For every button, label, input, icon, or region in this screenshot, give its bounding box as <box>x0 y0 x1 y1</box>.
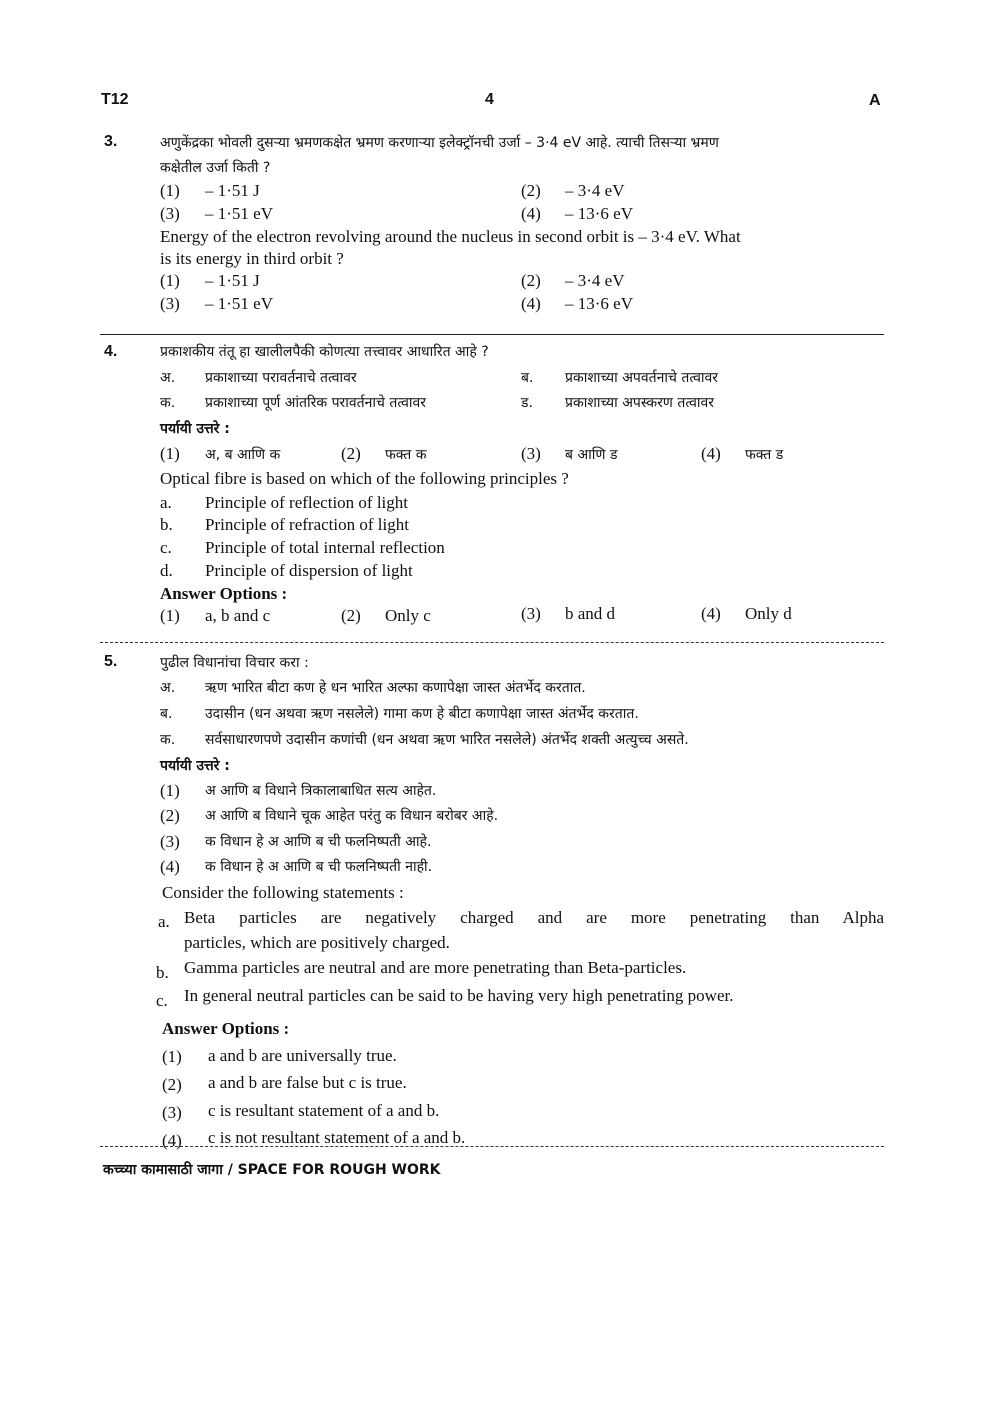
statement-label: ब. <box>160 706 173 722</box>
option-number: (2) <box>160 806 180 825</box>
option-number: (1) <box>160 444 180 463</box>
question-text-english: Consider the following statements : <box>162 883 404 902</box>
answer-options-label: Answer Options : <box>162 1019 290 1038</box>
option-text: – 3·4 eV <box>565 271 625 290</box>
option-text: क विधान हे अ आणि ब ची फलनिष्पती नाही. <box>205 859 433 875</box>
option-text: क विधान हे अ आणि ब ची फलनिष्पती आहे. <box>205 834 432 850</box>
option-number: (1) <box>160 606 180 625</box>
option-number: (1) <box>160 781 180 800</box>
question-text-marathi: पुढील विधानांचा विचार करा : <box>160 655 309 671</box>
option-text: Only c <box>385 606 431 625</box>
statement-text: Principle of reflection of light <box>205 493 408 512</box>
statement-label: क. <box>160 395 176 411</box>
option-number: (3) <box>160 204 180 223</box>
option-text: – 1·51 J <box>205 271 260 290</box>
question-text-marathi: प्रकाशकीय तंतू हा खालीलपैकी कोणत्या तत्त्वावर आधारित आहे ? <box>160 344 489 360</box>
option-text: फक्त क <box>385 447 427 463</box>
option-text: a, b and c <box>205 606 271 625</box>
statement-text: सर्वसाधारणपणे उदासीन कणांची (धन अथवा ऋण भारित नसलेले) अंतर्भेद शक्ती अत्युच्च असते. <box>205 732 689 748</box>
statement-text: Principle of total internal reflection <box>205 538 445 557</box>
option-number: (3) <box>160 294 180 313</box>
statement-label: अ. <box>160 680 176 696</box>
option-text: – 1·51 eV <box>205 294 273 313</box>
answer-options-label-marathi: पर्यायी उत्तरे : <box>160 758 230 774</box>
option-number: (3) <box>162 1103 182 1122</box>
question-divider <box>100 642 884 643</box>
option-number: (1) <box>160 271 180 290</box>
statement-text: प्रकाशाच्या अपस्करण तत्वावर <box>565 395 714 411</box>
option-number: (3) <box>521 444 541 463</box>
statement-label: a. <box>160 493 172 512</box>
statement-text: Beta particles are negatively charged and are more penetrating than Alpha <box>184 908 884 927</box>
option-text: a and b are universally true. <box>208 1046 397 1065</box>
option-number: (3) <box>160 832 180 851</box>
option-number: (4) <box>162 1131 182 1150</box>
option-text: फक्त ड <box>745 447 784 463</box>
statement-label: a. <box>158 912 170 931</box>
option-number: (4) <box>701 604 721 623</box>
option-text: c is not resultant statement of a and b. <box>208 1128 466 1147</box>
option-text: – 1·51 eV <box>205 204 273 223</box>
question-number: 4. <box>104 343 118 360</box>
question-set: A <box>869 92 881 109</box>
option-text: b and d <box>565 604 616 623</box>
statement-label: ब. <box>521 370 534 386</box>
question-text-marathi: अणुकेंद्रका भोवली दुसऱ्या भ्रमणकक्षेत भ्रमण करणाऱ्या इलेक्ट्रॉनची उर्जा – 3·4 eV आहे. त्याची तिसऱ्या भ्रमण <box>160 135 719 151</box>
option-number: (4) <box>160 857 180 876</box>
answer-options-label-marathi: पर्यायी उत्तरे : <box>160 421 230 437</box>
option-text: – 13·6 eV <box>565 294 633 313</box>
option-number: (1) <box>160 181 180 200</box>
statement-label: d. <box>160 561 173 580</box>
option-number: (2) <box>521 271 541 290</box>
option-text: – 13·6 eV <box>565 204 633 223</box>
statement-text: प्रकाशाच्या पूर्ण आंतरिक परावर्तनाचे तत्वावर <box>205 395 427 411</box>
option-number: (1) <box>162 1047 182 1066</box>
statement-label: ड. <box>521 395 533 411</box>
statement-text: particles, which are positively charged. <box>184 933 450 952</box>
rough-work-label: कच्च्या कामासाठी जागा / SPACE FOR ROUGH WORK <box>103 1162 441 1178</box>
question-number: 3. <box>104 133 118 150</box>
statement-label: c. <box>156 991 168 1010</box>
statement-text: प्रकाशाच्या अपवर्तनाचे तत्वावर <box>565 370 718 386</box>
statement-label: c. <box>160 538 172 557</box>
option-text: Only d <box>745 604 792 623</box>
statement-text: प्रकाशाच्या परावर्तनाचे तत्वावर <box>205 370 357 386</box>
question-text-english: Energy of the electron revolving around the nucleus in second orbit is – 3·4 eV. What <box>160 227 741 246</box>
section-divider <box>100 1146 884 1147</box>
question-text-marathi: कक्षेतील उर्जा किती ? <box>160 160 271 176</box>
option-text: – 3·4 eV <box>565 181 625 200</box>
option-text: अ, ब आणि क <box>205 447 281 463</box>
statement-text: उदासीन (धन अथवा ऋण नसलेले) गामा कण हे बीटा कणापेक्षा जास्त अंतर्भेद करतात. <box>205 706 639 722</box>
option-text: c is resultant statement of a and b. <box>208 1101 440 1120</box>
statement-text: Gamma particles are neutral and are more penetrating than Beta-particles. <box>184 958 687 977</box>
statement-label: अ. <box>160 370 176 386</box>
question-number: 5. <box>104 653 118 670</box>
statement-label: b. <box>160 515 173 534</box>
option-number: (4) <box>521 294 541 313</box>
statement-label: क. <box>160 732 176 748</box>
option-number: (2) <box>341 444 361 463</box>
option-number: (4) <box>701 444 721 463</box>
answer-options-label: Answer Options : <box>160 584 288 603</box>
statement-label: b. <box>156 963 169 982</box>
page-number: 4 <box>485 91 494 108</box>
option-text: ब आणि ड <box>565 447 618 463</box>
statement-text: In general neutral particles can be said to be having very high penetrating power. <box>184 986 734 1005</box>
paper-code: T12 <box>101 91 129 108</box>
option-text: अ आणि ब विधाने त्रिकालाबाधित सत्य आहेत. <box>205 783 437 799</box>
option-text: a and b are false but c is true. <box>208 1073 407 1092</box>
statement-text: Principle of dispersion of light <box>205 561 413 580</box>
option-number: (2) <box>162 1075 182 1094</box>
option-text: अ आणि ब विधाने चूक आहेत परंतु क विधान बरोबर आहे. <box>205 808 499 824</box>
question-text-english: is its energy in third orbit ? <box>160 249 344 268</box>
statement-text: Principle of refraction of light <box>205 515 409 534</box>
option-number: (2) <box>341 606 361 625</box>
option-number: (3) <box>521 604 541 623</box>
question-text-english: Optical fibre is based on which of the following principles ? <box>160 469 569 488</box>
option-text: – 1·51 J <box>205 181 260 200</box>
question-divider <box>100 334 884 335</box>
option-number: (4) <box>521 204 541 223</box>
option-number: (2) <box>521 181 541 200</box>
statement-text: ऋण भारित बीटा कण हे धन भारित अल्फा कणापेक्षा जास्त अंतर्भेद करतात. <box>205 680 586 696</box>
